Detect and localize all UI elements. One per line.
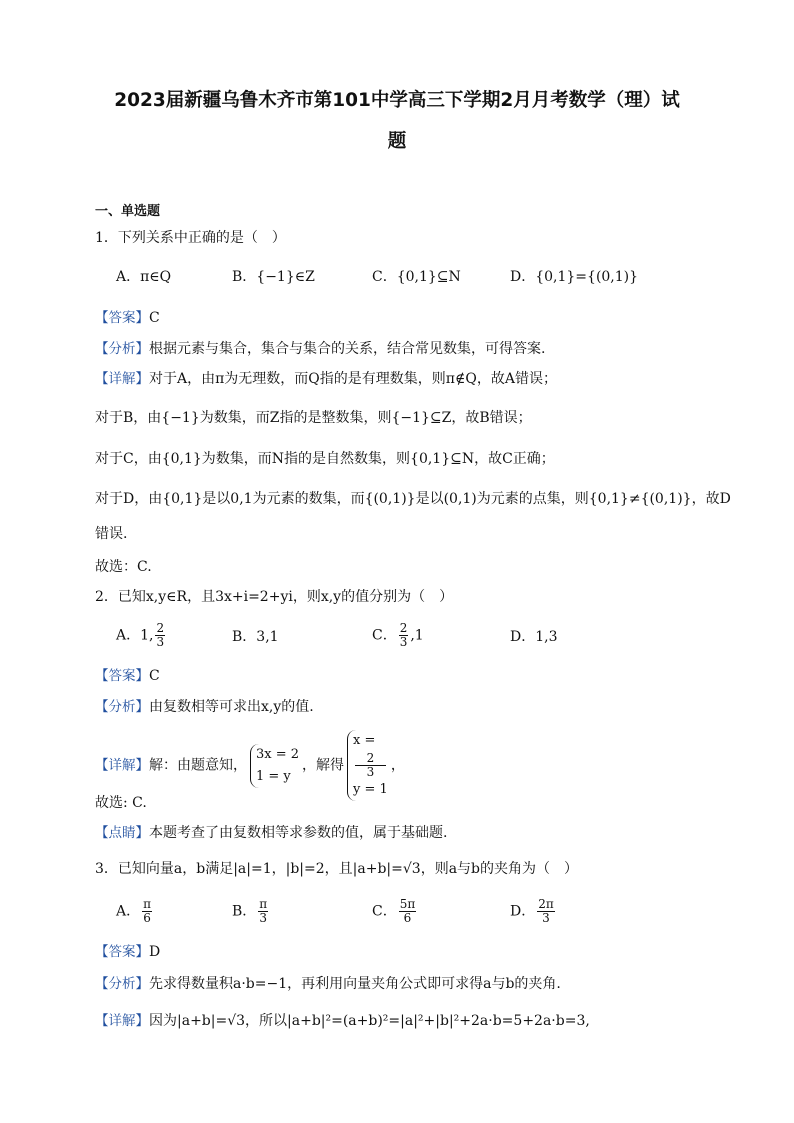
q2-analysis-text: 由复数相等可求出x,y的值. <box>149 699 314 715</box>
equation-line: 1 = y <box>256 768 291 784</box>
q3-option-d-fraction <box>537 898 555 925</box>
detail-tag: 【详解】 <box>95 371 149 387</box>
q2-comment <box>95 824 447 842</box>
equation-line: 3x = 2 <box>256 746 300 762</box>
q2-comment-text: 本题考查了由复数相等求参数的值，属于基础题. <box>149 825 448 841</box>
comment-tag: 【点睛】 <box>95 825 149 841</box>
fraction-denominator: 3 <box>399 635 408 649</box>
q3-option-a <box>116 898 154 925</box>
q3-answer <box>95 943 160 961</box>
q2-answer <box>95 667 160 685</box>
option-label: D． <box>510 903 536 920</box>
q1-choice: 故选：C. <box>95 559 152 575</box>
q2-analysis <box>95 698 314 716</box>
q1-analysis-text: 根据元素与集合，集合与集合的关系，结合常见数集，可得答案. <box>149 341 546 357</box>
q2-detail-middle: ，解得 <box>302 757 345 774</box>
q3-option-d <box>510 898 557 925</box>
answer-tag: 【答案】 <box>95 668 149 684</box>
q3-analysis-text: 先求得数量积a·b=−1，再利用向量夹角公式即可求得a与b的夹角. <box>149 976 561 992</box>
q1-detail-d-continued: 错误. <box>95 526 128 542</box>
q2-option-c-second: ,1 <box>410 627 424 644</box>
fraction-numerator: 5π <box>399 897 416 911</box>
q2-answer-value: C <box>149 668 160 684</box>
equation-lhs: x = <box>353 733 376 748</box>
q3-option-a-fraction <box>142 898 152 925</box>
fraction-denominator: 6 <box>143 911 151 925</box>
q2-option-c <box>372 622 424 649</box>
equation-line <box>353 730 388 779</box>
q3-option-c <box>372 898 418 925</box>
q1-option-a: A．π∈Q <box>116 269 172 285</box>
question-3-stem: 3．已知向量a，b满足|a|=1，|b|=2，且|a+b|=√3，则a与b的夹角为（ ） <box>95 861 579 877</box>
option-label: B． <box>232 903 257 920</box>
q2-detail-intro: 解：由题意知， <box>149 757 247 774</box>
section-heading: 一、单选题 <box>95 204 161 219</box>
question-1-stem: 1．下列关系中正确的是（ ） <box>95 230 286 246</box>
fraction-numerator: 2 <box>399 621 408 635</box>
q2-option-b: B．3,1 <box>232 629 279 645</box>
fraction-numerator: π <box>143 897 152 911</box>
q2-option-a-fraction <box>155 622 165 649</box>
solution-fraction <box>355 752 386 779</box>
q2-option-a <box>116 622 167 649</box>
q1-option-b: B．{−1}∈Z <box>232 269 315 285</box>
equation-system-given <box>250 744 299 788</box>
q3-analysis <box>95 975 561 993</box>
q1-detail-a <box>95 370 557 388</box>
q3-option-b <box>232 898 270 925</box>
q1-analysis <box>95 340 545 358</box>
q1-detail-d: 对于D，由{0,1}是以0,1为元素的数集，而{(0,1)}是以(0,1)为元素的点集，则{0,1}≠{(0,1)}，故D <box>95 491 731 507</box>
q1-option-d: D．{0,1}={(0,1)} <box>510 269 639 285</box>
q2-option-a-label: A． <box>116 627 141 644</box>
q1-answer-value: C <box>149 310 160 326</box>
fraction-denominator: 3 <box>542 911 550 925</box>
fraction-denominator: 3 <box>156 635 165 649</box>
detail-tag: 【详解】 <box>95 757 149 774</box>
q1-answer <box>95 309 160 327</box>
fraction-denominator: 6 <box>403 911 412 925</box>
q2-option-c-fraction <box>399 622 409 649</box>
fraction-numerator: π <box>259 897 268 911</box>
q2-detail <box>95 730 405 801</box>
analysis-tag: 【分析】 <box>95 699 149 715</box>
q1-detail-c: 对于C，由{0,1}为数集，而N指的是自然数集，则{0,1}⊆N，故C正确； <box>95 451 555 467</box>
q3-option-c-fraction <box>399 898 417 925</box>
equation-line: y = 1 <box>353 782 388 797</box>
q2-option-c-label: C． <box>372 627 397 644</box>
question-2-stem: 2．已知x,y∈R，且3x+i=2+yi，则x,y的值分别为（ ） <box>95 589 454 605</box>
document-title: 2023届新疆乌鲁木齐市第101中学高三下学期2月月考数学（理）试 <box>114 90 680 111</box>
q2-option-a-first: 1, <box>140 627 154 644</box>
document-title-continued: 题 <box>387 131 407 152</box>
q1-detail-a-text: 对于A，由π为无理数，而Q指的是有理数集，则π∉Q，故A错误； <box>149 371 557 387</box>
fraction-numerator: 2 <box>355 752 386 766</box>
q3-detail <box>95 1012 590 1030</box>
fraction-denominator: 3 <box>259 911 268 925</box>
q1-option-c: C．{0,1}⊆N <box>372 269 461 285</box>
answer-tag: 【答案】 <box>95 944 149 960</box>
fraction-denominator: 3 <box>366 765 375 779</box>
q3-option-b-fraction <box>258 898 268 925</box>
q3-answer-value: D <box>149 944 161 960</box>
fraction-numerator: 2 <box>156 621 165 635</box>
q3-detail-text: 因为|a+b|=√3，所以|a+b|²=(a+b)²=|a|²+|b|²+2a·b=5+2a·b=3, <box>149 1013 590 1029</box>
fraction-numerator: 2π <box>538 897 554 911</box>
option-label: C． <box>372 903 397 920</box>
q2-choice: 故选: C. <box>95 795 147 811</box>
q2-detail-end: ， <box>390 757 405 774</box>
q1-detail-b: 对于B，由{−1}为数集，而Z指的是整数集，则{−1}⊆Z，故B错误； <box>95 410 532 426</box>
analysis-tag: 【分析】 <box>95 341 149 357</box>
equation-system-solution <box>347 730 388 801</box>
option-label: A． <box>116 903 141 920</box>
q2-option-d: D．1,3 <box>510 629 558 645</box>
detail-tag: 【详解】 <box>95 1013 149 1029</box>
answer-tag: 【答案】 <box>95 310 149 326</box>
analysis-tag: 【分析】 <box>95 976 149 992</box>
